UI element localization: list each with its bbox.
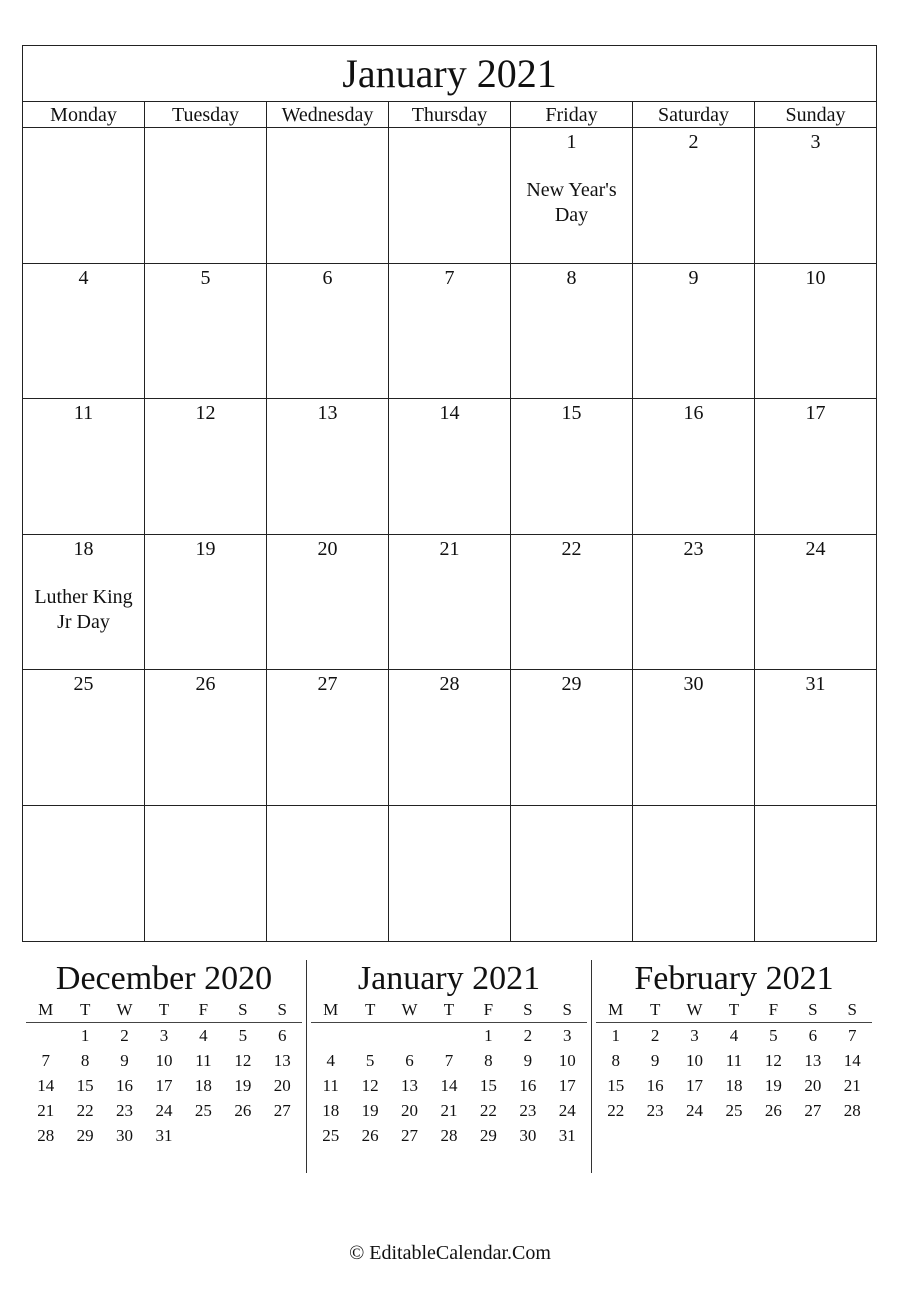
month-calendar: [22, 45, 877, 942]
mini-day: 7: [847, 1026, 857, 1045]
mini-week-row: [26, 1098, 302, 1123]
mini-day: 25: [194, 1101, 212, 1120]
mini-day: [184, 1123, 223, 1148]
mini-weekday-label: W: [401, 1000, 418, 1019]
day-number: 3: [810, 131, 821, 153]
mini-day: 23: [646, 1101, 664, 1120]
mini-week-row: [596, 1098, 872, 1123]
day-cell[interactable]: [755, 128, 876, 263]
day-cell[interactable]: [267, 264, 389, 399]
day-number: 31: [805, 673, 826, 696]
day-cell[interactable]: [511, 670, 633, 805]
mini-calendar-prev: [26, 958, 302, 1148]
mini-day: 8: [484, 1051, 493, 1070]
day-number: [755, 809, 876, 831]
mini-day: 24: [686, 1101, 704, 1120]
mini-weekday-label: S: [523, 1000, 533, 1019]
day-cell[interactable]: [511, 399, 633, 534]
mini-calendar-title: December 2020: [55, 960, 273, 997]
mini-day: 3: [690, 1026, 699, 1045]
mini-day: 20: [273, 1076, 291, 1095]
day-cell[interactable]: [23, 535, 145, 670]
mini-weekday-header: [26, 1000, 302, 1023]
day-cell[interactable]: [145, 128, 267, 263]
mini-day: 24: [558, 1101, 576, 1120]
mini-weekday-label: M: [608, 1000, 624, 1019]
mini-day: 28: [37, 1126, 55, 1145]
mini-week-row: [311, 1048, 587, 1073]
mini-weekday-label: T: [158, 1000, 170, 1019]
day-cell[interactable]: [145, 264, 267, 399]
mini-weekday-label: T: [728, 1000, 740, 1019]
day-number: 18: [73, 537, 94, 560]
day-cell[interactable]: [511, 264, 633, 399]
day-number: [145, 131, 266, 153]
week-row: [23, 535, 876, 671]
mini-day: 22: [76, 1101, 94, 1120]
day-cell[interactable]: [755, 535, 876, 670]
mini-week-row: [596, 1023, 872, 1048]
week-row: [23, 128, 876, 264]
day-number: 16: [683, 402, 704, 425]
day-number: [267, 131, 388, 153]
mini-day: [390, 1023, 429, 1048]
mini-day: 15: [607, 1076, 625, 1095]
mini-week-row: [26, 1023, 302, 1048]
day-number: [389, 809, 510, 831]
week-row: [23, 264, 876, 400]
day-number: 5: [200, 266, 211, 289]
mini-day: 3: [159, 1026, 169, 1045]
day-number: 8: [566, 266, 577, 289]
day-number: 19: [195, 537, 216, 560]
mini-day: 13: [804, 1051, 822, 1070]
mini-day: 1: [611, 1026, 620, 1045]
week-row: [23, 806, 876, 941]
mini-day: 1: [484, 1026, 493, 1045]
day-cell[interactable]: [633, 535, 755, 670]
day-cell[interactable]: [145, 535, 267, 670]
mini-day: 9: [650, 1051, 660, 1070]
mini-weekday-label: F: [198, 1000, 209, 1019]
mini-day: 13: [273, 1051, 291, 1070]
mini-day: 28: [843, 1101, 861, 1120]
mini-day: 9: [523, 1051, 533, 1070]
weekday-label: Tuesday: [145, 102, 267, 127]
day-number: 1: [566, 131, 577, 153]
mini-weekday-label: T: [364, 1000, 376, 1019]
mini-day: 20: [804, 1076, 822, 1095]
mini-day: 21: [440, 1101, 458, 1120]
day-number: [145, 809, 266, 831]
mini-day: 17: [155, 1076, 173, 1095]
holiday-label: Luther King Jr Day: [34, 585, 133, 633]
day-cell[interactable]: [389, 264, 511, 399]
day-cell[interactable]: [389, 670, 511, 805]
day-number: 12: [195, 402, 216, 425]
mini-calendar-next: [596, 958, 872, 1123]
mini-day: 13: [401, 1076, 419, 1095]
mini-weekday-label: T: [443, 1000, 455, 1019]
calendar-grid: [23, 128, 876, 941]
mini-day: 14: [37, 1076, 55, 1095]
mini-day: [429, 1023, 468, 1048]
mini-day: 12: [361, 1076, 379, 1095]
mini-day: 26: [361, 1126, 379, 1145]
mini-weekday-label: F: [768, 1000, 779, 1019]
holiday-label: New Year's Day: [526, 179, 617, 226]
mini-day: 26: [234, 1101, 252, 1120]
weekday-label: Friday: [511, 102, 633, 127]
day-cell[interactable]: [633, 399, 755, 534]
day-cell[interactable]: [633, 264, 755, 399]
mini-weekday-header: [311, 1000, 587, 1023]
day-number: 2: [688, 131, 699, 153]
mini-day: 14: [843, 1051, 861, 1070]
day-cell[interactable]: [145, 806, 267, 941]
mini-week-row: [311, 1073, 587, 1098]
mini-day: 2: [650, 1026, 660, 1045]
mini-calendar-title: February 2021: [634, 960, 834, 997]
day-cell[interactable]: [633, 670, 755, 805]
day-cell[interactable]: [511, 128, 633, 263]
mini-day: 6: [405, 1051, 414, 1070]
day-cell[interactable]: [267, 399, 389, 534]
day-number: 22: [561, 537, 582, 560]
day-number: 23: [683, 537, 704, 560]
day-number: 13: [317, 402, 338, 425]
weekday-label: Sunday: [785, 104, 846, 126]
mini-day: 14: [440, 1076, 458, 1095]
weekday-header: [23, 102, 876, 128]
mini-weekday-label: T: [649, 1000, 661, 1019]
mini-calendar-current: [311, 958, 587, 1148]
mini-weekday-label: S: [808, 1000, 818, 1019]
mini-day: 27: [804, 1101, 822, 1120]
day-number: 14: [439, 402, 460, 425]
mini-day: 16: [646, 1076, 664, 1095]
mini-day: 18: [322, 1101, 340, 1120]
mini-calendar-title: January 2021: [357, 960, 541, 997]
mini-day: 21: [37, 1101, 55, 1120]
mini-day: 18: [725, 1076, 743, 1095]
mini-day: 27: [401, 1126, 419, 1145]
week-row: [23, 670, 876, 806]
day-number: 26: [195, 673, 216, 696]
day-cell[interactable]: [267, 806, 389, 941]
day-cell[interactable]: [755, 264, 876, 399]
mini-day: 4: [729, 1026, 739, 1045]
day-number: 21: [439, 537, 460, 560]
weekday-label: Wednesday: [267, 102, 389, 127]
mini-day: 5: [769, 1026, 778, 1045]
mini-day: 11: [725, 1051, 743, 1070]
day-cell[interactable]: [267, 535, 389, 670]
mini-day: 12: [234, 1051, 252, 1070]
day-number: 4: [78, 266, 89, 289]
mini-day: 11: [322, 1076, 339, 1095]
mini-day: 18: [194, 1076, 212, 1095]
day-number: [389, 131, 510, 153]
mini-day: 21: [843, 1076, 861, 1095]
mini-day: 19: [234, 1076, 252, 1095]
day-cell[interactable]: [23, 264, 145, 399]
day-cell[interactable]: [755, 670, 876, 805]
weekday-label: Saturday: [633, 102, 755, 127]
day-number: 25: [73, 673, 94, 696]
mini-day: [263, 1123, 302, 1148]
mini-day: 17: [686, 1076, 704, 1095]
mini-weekday-label: M: [38, 1000, 54, 1019]
mini-day: 27: [273, 1101, 291, 1120]
mini-weekday-label: T: [79, 1000, 91, 1019]
day-cell[interactable]: [633, 806, 755, 941]
day-number: 15: [561, 402, 582, 425]
mini-week-row: [26, 1123, 302, 1148]
day-cell[interactable]: [145, 670, 267, 805]
day-cell[interactable]: [389, 128, 511, 263]
day-number: [23, 131, 144, 153]
day-cell[interactable]: [389, 399, 511, 534]
mini-weekday-label: S: [277, 1000, 287, 1019]
mini-day: 4: [199, 1026, 208, 1045]
day-number: [267, 809, 388, 831]
mini-day: 30: [116, 1126, 134, 1145]
mini-week-row: [26, 1073, 302, 1098]
mini-day: 5: [238, 1026, 248, 1045]
mini-day: 4: [326, 1051, 335, 1070]
day-number: 10: [805, 266, 826, 289]
mini-day: 9: [120, 1051, 129, 1070]
mini-weekday-header: [596, 1000, 872, 1023]
mini-day: 15: [479, 1076, 497, 1095]
mini-day: 10: [686, 1051, 704, 1070]
mini-day: 29: [479, 1126, 497, 1145]
day-number: [511, 809, 632, 831]
weekday-label: Monday: [23, 102, 145, 127]
mini-day: 10: [155, 1051, 173, 1070]
day-cell[interactable]: [633, 128, 755, 263]
mini-day: 29: [76, 1126, 94, 1145]
mini-weekday-label: W: [116, 1000, 133, 1019]
mini-day: 23: [116, 1101, 134, 1120]
day-number: 17: [805, 402, 826, 425]
mini-day: 15: [76, 1076, 94, 1095]
mini-day: 7: [41, 1051, 50, 1070]
day-cell[interactable]: [145, 399, 267, 534]
mini-day: 26: [764, 1101, 782, 1120]
mini-week-row: [311, 1123, 587, 1148]
mini-day: 20: [401, 1101, 419, 1120]
mini-day: 16: [519, 1076, 537, 1095]
day-number: [23, 809, 144, 831]
mini-weekday-label: W: [686, 1000, 703, 1019]
mini-day: 8: [80, 1051, 90, 1070]
day-cell[interactable]: [23, 670, 145, 805]
mini-weekday-label: M: [323, 1000, 339, 1019]
mini-day: [311, 1023, 350, 1048]
mini-weekday-label: S: [562, 1000, 572, 1019]
mini-day: [223, 1123, 262, 1148]
mini-day: 5: [365, 1051, 375, 1070]
day-cell[interactable]: [511, 535, 633, 670]
mini-day: 10: [558, 1051, 576, 1070]
mini-day: 25: [322, 1126, 340, 1145]
mini-day: 19: [764, 1076, 782, 1095]
day-cell[interactable]: [755, 806, 876, 941]
copyright-footer: © EditableCalendar.Com: [349, 1242, 551, 1264]
mini-day: [26, 1023, 65, 1048]
day-number: 27: [317, 673, 338, 696]
day-number: 9: [688, 266, 699, 289]
mini-day: 7: [444, 1051, 454, 1070]
day-cell[interactable]: [267, 670, 389, 805]
mini-day: 30: [519, 1126, 537, 1145]
mini-weekday-label: S: [847, 1000, 857, 1019]
day-cell[interactable]: [389, 806, 511, 941]
mini-day: [350, 1023, 389, 1048]
mini-day: 17: [558, 1076, 576, 1095]
day-cell[interactable]: [755, 399, 876, 534]
mini-day: 6: [808, 1026, 818, 1045]
day-number: 7: [444, 266, 455, 289]
divider: [591, 960, 592, 1173]
mini-week-row: [311, 1023, 587, 1048]
day-cell[interactable]: [23, 128, 145, 263]
mini-day: 12: [764, 1051, 782, 1070]
mini-week-row: [311, 1098, 587, 1123]
mini-day: 19: [361, 1101, 379, 1120]
day-number: 30: [683, 673, 704, 696]
mini-day: 16: [116, 1076, 134, 1095]
mini-day: 22: [479, 1101, 497, 1120]
day-number: 24: [805, 537, 826, 560]
day-cell[interactable]: [267, 128, 389, 263]
mini-day: 24: [155, 1101, 173, 1120]
day-cell[interactable]: [511, 806, 633, 941]
mini-week-row: [26, 1048, 302, 1073]
mini-week-row: [596, 1073, 872, 1098]
mini-day: 31: [558, 1126, 576, 1145]
mini-day: 31: [155, 1126, 173, 1145]
mini-day: 2: [120, 1026, 129, 1045]
weekday-label: Thursday: [389, 102, 511, 127]
day-number: [633, 809, 754, 831]
mini-day: 2: [523, 1026, 533, 1045]
day-number: 6: [322, 266, 333, 289]
day-cell[interactable]: [23, 806, 145, 941]
mini-weekday-label: F: [483, 1000, 494, 1019]
day-number: 29: [561, 673, 582, 696]
mini-day: 6: [277, 1026, 287, 1045]
mini-day: 3: [562, 1026, 572, 1045]
mini-day: 22: [607, 1101, 625, 1120]
day-cell[interactable]: [23, 399, 145, 534]
month-title: January 2021: [23, 46, 876, 102]
week-row: [23, 399, 876, 535]
mini-day: 11: [195, 1051, 212, 1070]
mini-day: 28: [440, 1126, 458, 1145]
mini-day: 1: [80, 1026, 90, 1045]
day-cell[interactable]: [389, 535, 511, 670]
day-number: 11: [73, 402, 94, 425]
mini-day: 8: [611, 1051, 620, 1070]
mini-day: 25: [725, 1101, 743, 1120]
mini-weekday-label: S: [238, 1000, 248, 1019]
divider: [306, 960, 307, 1173]
mini-day: 23: [519, 1101, 537, 1120]
day-number: 20: [317, 537, 338, 560]
day-number: 28: [439, 673, 460, 696]
mini-week-row: [596, 1048, 872, 1073]
